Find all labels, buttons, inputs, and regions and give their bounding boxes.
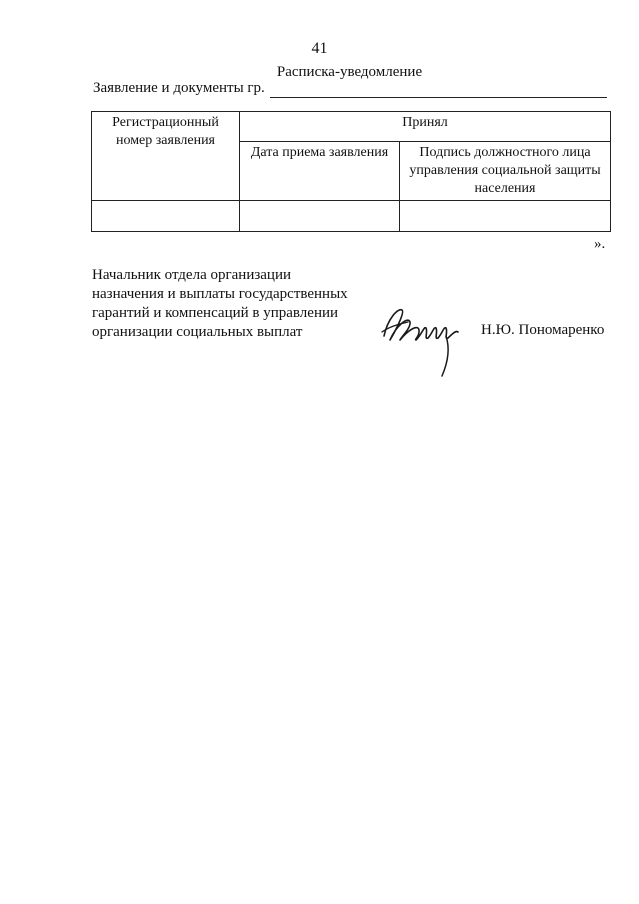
header-reg-number: Регистрационный номер заявления <box>92 112 240 201</box>
page-number: 41 <box>311 40 328 57</box>
receipt-table <box>91 111 611 232</box>
signatory-position <box>92 266 372 342</box>
cell-reg-number-blank <box>92 201 240 232</box>
position-line: организации социальных выплат <box>92 324 303 340</box>
cell-signature-blank <box>400 201 611 232</box>
header-accepted: Принял <box>240 112 611 142</box>
document-title: Расписка-уведомление <box>276 64 423 80</box>
applicant-blank-line <box>270 97 607 98</box>
header-official-signature: Подпись должностного лица управления социальной защиты населения <box>400 142 611 201</box>
position-line: Начальник отдела организации <box>92 267 292 283</box>
handwritten-signature <box>378 296 468 380</box>
cell-date-blank <box>240 201 400 232</box>
position-line: гарантий и компенсаций в управлении <box>92 305 339 321</box>
header-date: Дата приема заявления <box>240 142 400 201</box>
position-line: назначения и выплаты государственных <box>92 286 348 302</box>
signatory-name: Н.Ю. Пономаренко <box>481 322 605 338</box>
applicant-label: Заявление и документы гр. <box>93 80 265 96</box>
closing-quote: ». <box>594 236 606 252</box>
